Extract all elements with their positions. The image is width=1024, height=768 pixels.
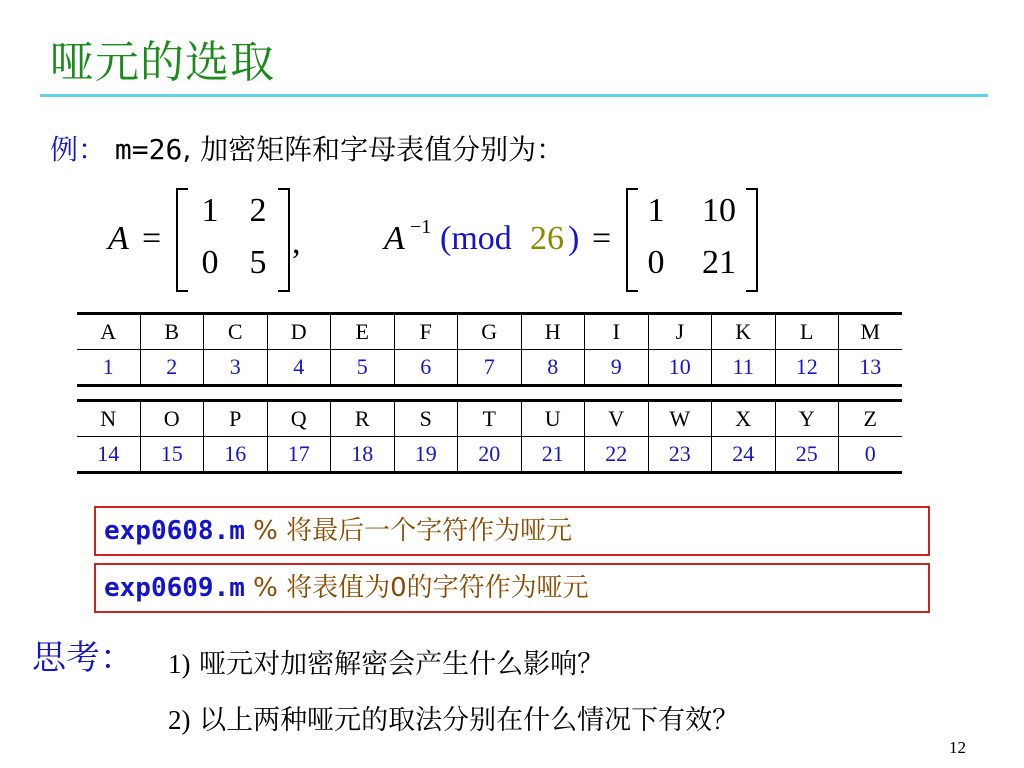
question-text: 哑元对加密解密会产生什么影响？ (199, 649, 605, 680)
right-bracket (746, 188, 758, 292)
value-cell: 23 (648, 437, 712, 473)
alphabet-table-n-z (77, 399, 902, 474)
value-cell: 4 (267, 350, 331, 386)
matrix-ainv-superscript: −1 (410, 216, 432, 238)
letter-cell: R (331, 401, 395, 437)
value-cell: 17 (267, 437, 331, 473)
code-file-link[interactable]: exp0608.m (104, 516, 245, 546)
value-cell: 5 (331, 350, 395, 386)
matrix-ainv-cell: 1 (647, 192, 665, 229)
value-cell: 0 (839, 437, 902, 473)
letter-cell: A (77, 314, 140, 350)
example-text: , 加密矩阵和字母表值分别为： (182, 133, 565, 166)
code-comment: % 将表值为0的字符作为哑元 (253, 573, 589, 603)
letter-cell: K (712, 314, 776, 350)
matrix-a-equals: = (142, 220, 162, 257)
code-box-exp0608 (94, 506, 930, 556)
value-cell: 13 (839, 350, 902, 386)
letter-cell: G (458, 314, 522, 350)
matrix-a-cell: 1 (201, 192, 219, 229)
letter-cell: H (521, 314, 585, 350)
value-cell: 10 (648, 350, 712, 386)
letter-cell: V (585, 401, 649, 437)
value-cell: 18 (331, 437, 395, 473)
value-cell: 1 (77, 350, 140, 386)
matrix-ainv-equals: = (592, 220, 612, 257)
value-cell: 9 (585, 350, 649, 386)
matrix-a-comma: , (292, 224, 301, 261)
alphabet-values-row (77, 350, 902, 386)
letter-cell: F (394, 314, 458, 350)
value-cell: 21 (521, 437, 585, 473)
code-box-exp0609 (94, 563, 930, 613)
value-cell: 8 (521, 350, 585, 386)
letter-cell: U (521, 401, 585, 437)
matrix-a-cell: 5 (249, 244, 267, 281)
letter-cell: N (77, 401, 140, 437)
value-cell: 12 (775, 350, 839, 386)
left-bracket (626, 188, 638, 292)
alphabet-letters-row (77, 314, 902, 350)
example-line (50, 128, 564, 168)
right-bracket (278, 188, 290, 292)
letter-cell: Y (775, 401, 839, 437)
mod-open: (mod (440, 220, 512, 257)
letter-cell: E (331, 314, 395, 350)
alphabet-table-a-m (77, 312, 902, 387)
letter-cell: X (712, 401, 776, 437)
question-number: 2) (168, 705, 191, 735)
code-comment: % 将最后一个字符作为哑元 (253, 516, 573, 546)
matrix-ainv-cell: 10 (702, 192, 736, 229)
matrix-a-inverse (626, 188, 758, 292)
value-cell: 25 (775, 437, 839, 473)
question-2 (168, 698, 739, 737)
page-number: 12 (949, 738, 966, 757)
code-file-link[interactable]: exp0609.m (104, 573, 245, 603)
value-cell: 22 (585, 437, 649, 473)
matrix-ainv-cell: 21 (702, 244, 736, 281)
letter-cell: B (140, 314, 204, 350)
matrix-ainv-cell: 0 (647, 244, 665, 281)
left-bracket (176, 188, 188, 292)
letter-cell: D (267, 314, 331, 350)
value-cell: 7 (458, 350, 522, 386)
example-modulus: m=26 (114, 133, 183, 166)
letter-cell: M (839, 314, 902, 350)
matrix-a-cell: 0 (201, 244, 219, 281)
question-1 (168, 642, 604, 681)
value-cell: 15 (140, 437, 204, 473)
value-cell: 19 (394, 437, 458, 473)
value-cell: 6 (394, 350, 458, 386)
alphabet-values-row (77, 437, 902, 473)
slide-title: 哑元的选取 (50, 37, 275, 88)
letter-cell: C (204, 314, 268, 350)
matrix-a-lhs: A (108, 220, 129, 257)
letter-cell: S (394, 401, 458, 437)
letter-cell: Q (267, 401, 331, 437)
letter-cell: J (648, 314, 712, 350)
title-divider (40, 94, 988, 97)
value-cell: 14 (77, 437, 140, 473)
think-label: 思考： (32, 638, 134, 678)
question-number: 1) (168, 649, 191, 679)
letter-cell: Z (839, 401, 902, 437)
value-cell: 2 (140, 350, 204, 386)
matrix-a-cell: 2 (249, 192, 267, 229)
value-cell: 16 (204, 437, 268, 473)
matrix-a (176, 188, 290, 292)
value-cell: 11 (712, 350, 776, 386)
question-text: 以上两种哑元的取法分别在什么情况下有效？ (199, 705, 740, 736)
value-cell: 24 (712, 437, 776, 473)
letter-cell: W (648, 401, 712, 437)
mod-value: 26 (530, 220, 564, 257)
letter-cell: O (140, 401, 204, 437)
value-cell: 20 (458, 437, 522, 473)
example-label: 例： (50, 133, 107, 166)
letter-cell: T (458, 401, 522, 437)
letter-cell: I (585, 314, 649, 350)
letter-cell: P (204, 401, 268, 437)
letter-cell: L (775, 314, 839, 350)
alphabet-letters-row (77, 401, 902, 437)
mod-close: ) (568, 220, 580, 257)
value-cell: 3 (204, 350, 268, 386)
matrix-ainv-lhs: A (384, 220, 405, 257)
